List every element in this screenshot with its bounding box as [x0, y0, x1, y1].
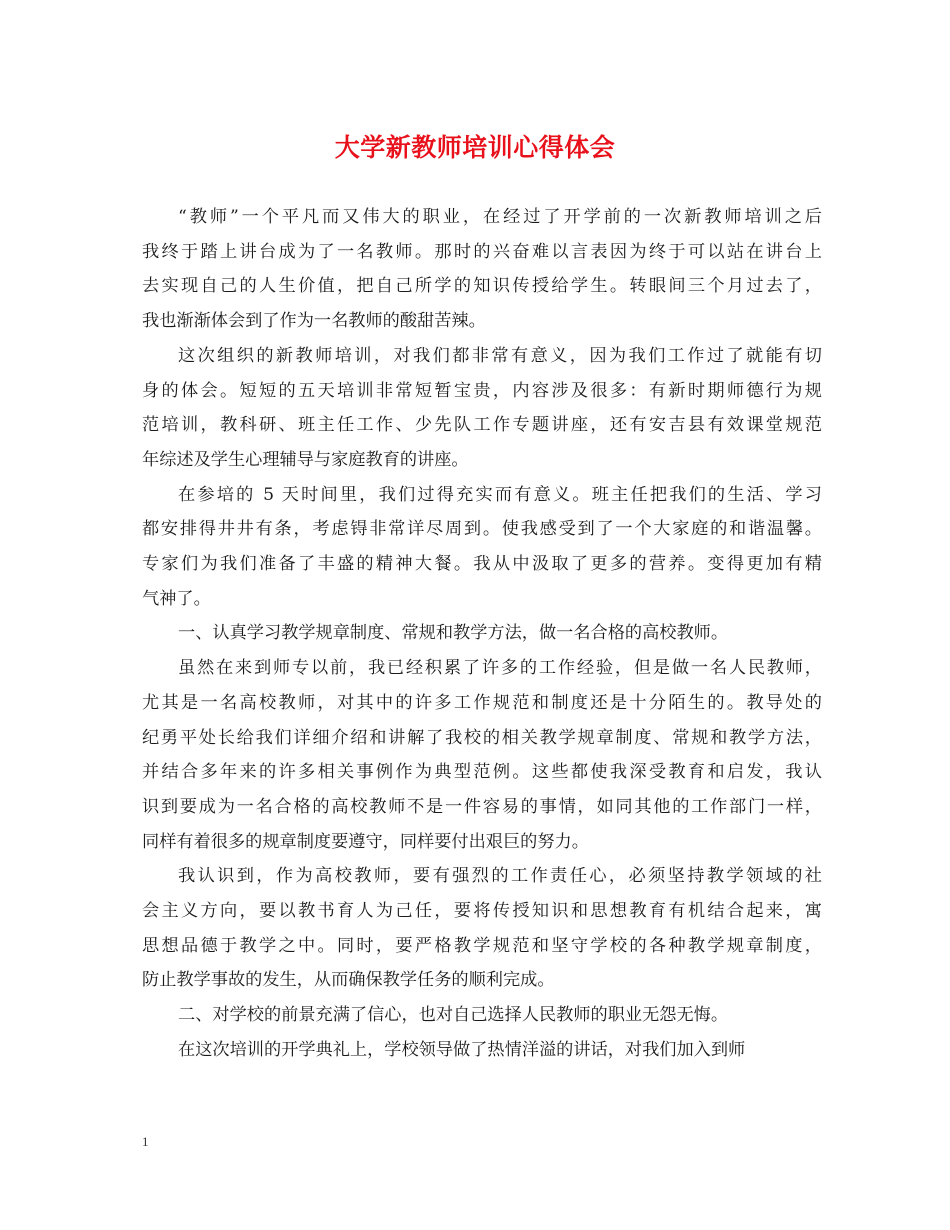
paragraph-line: 我也渐渐体会到了作为一名教师的酸甜苦辣。 [142, 311, 486, 332]
paragraph-line: 在这次培训的开学典礼上，学校领导做了热情洋溢的讲话，对我们加入到师 [178, 1039, 746, 1060]
paragraph-line: 虽然在来到师专以前，我已经积累了许多的工作经验，但是做一名人民教师， [178, 658, 822, 679]
paragraph-line: 气神了。 [142, 588, 211, 609]
paragraph-line: 同样有着很多的规章制度要遵守，同样要付出艰巨的努力。 [142, 831, 589, 852]
paragraph-line: 都安排得井井有条，考虑锝非常详尽周到。使我感受到了一个大家庭的和谐温馨。 [142, 519, 822, 540]
paragraph-line: 我认识到，作为高校教师，要有强烈的工作责任心，必须坚持教学领域的社 [178, 866, 822, 887]
document-title: 大学新教师培训心得体会 [334, 133, 616, 162]
paragraph [142, 339, 822, 478]
paragraph-line: 识到要成为一名合格的高校教师不是一件容易的事情，如同其他的工作部门一样， [142, 796, 822, 817]
paragraph-line: 我终于踏上讲台成为了一名教师。那时的兴奋难以言表因为终于可以站在讲台上 [142, 241, 822, 262]
paragraph-line: 去实现自己的人生价值，把自己所学的知识传授给学生。转眼间三个月过去了， [142, 276, 822, 297]
document-body [142, 200, 822, 1068]
paragraph-line: 思想品德于教学之中。同时，要严格教学规范和坚守学校的各种教学规章制度， [142, 935, 822, 956]
paragraph [142, 859, 822, 998]
paragraph-line: 一、认真学习教学规章制度、常规和教学方法，做一名合格的高校教师。 [178, 623, 729, 644]
paragraph-line: 会主义方向，要以教书育人为己任，要将传授知识和思想教育有机结合起来，寓 [142, 901, 822, 922]
paragraph-line: 在参培的 5 天时间里，我们过得充实而有意义。班主任把我们的生活、学习 [178, 484, 822, 505]
paragraph-line: 并结合多年来的许多相关事例作为典型范例。这些都使我深受教育和启发，我认 [142, 762, 822, 783]
paragraph [142, 616, 822, 651]
paragraph-line: 防止教学事故的发生，从而确保教学任务的顺利完成。 [142, 970, 555, 991]
paragraph [142, 651, 822, 859]
paragraph [142, 998, 822, 1033]
paragraph-line: 尤其是一名高校教师，对其中的许多工作规范和制度还是十分陌生的。教导处的 [142, 692, 822, 713]
paragraph-line: 这次组织的新教师培训，对我们都非常有意义，因为我们工作过了就能有切 [178, 345, 822, 366]
paragraph-line: 身的体会。短短的五天培训非常短暂宝贵，内容涉及很多：有新时期师德行为规 [142, 380, 822, 401]
paragraph-line: 年综述及学生心理辅导与家庭教育的讲座。 [142, 449, 469, 470]
paragraph [142, 478, 822, 617]
paragraph [142, 200, 822, 339]
paragraph-line: 纪勇平处长给我们详细介绍和讲解了我校的相关教学规章制度、常规和教学方法， [142, 727, 822, 748]
paragraph-line: “教师”一个平凡而又伟大的职业，在经过了开学前的一次新教师培训之后 [178, 207, 822, 227]
paragraph-line: 专家们为我们准备了丰盛的精神大餐。我从中汲取了更多的营养。变得更加有精 [142, 554, 822, 575]
paragraph [142, 1033, 822, 1068]
paragraph-line: 范培训，教科研、班主任工作、少先队工作专题讲座，还有安吉县有效课堂规范 [142, 415, 822, 436]
page-number: 1 [142, 1134, 149, 1149]
paragraph-line: 二、对学校的前景充满了信心，也对自己选择人民教师的职业无怨无悔。 [178, 1005, 729, 1026]
